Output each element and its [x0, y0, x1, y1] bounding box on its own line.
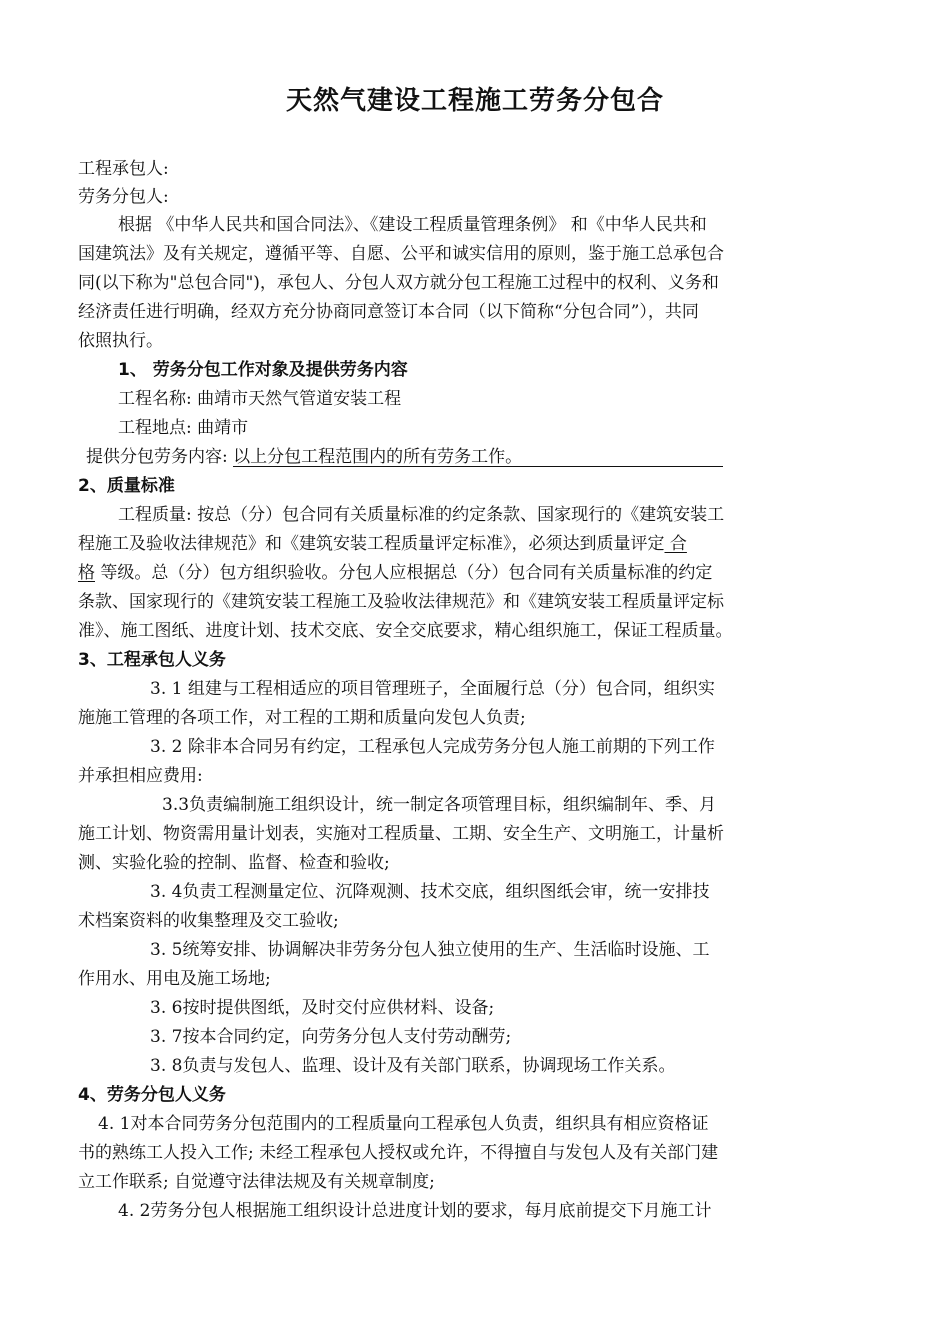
clause-3-1-line-1: 3. 1 组建与工程相适应的项目管理班子，全面履行总（分）包合同，组织实 [150, 679, 715, 699]
section-1-heading: 1、 劳务分包工作对象及提供劳务内容 [118, 360, 408, 380]
clause-3-3-line-2: 施工计划、物资需用量计划表，实施对工程质量、工期、安全生产、文明施工，计量析 [78, 824, 724, 844]
clause-3-3-line-1: 3.3负责编制施工组织设计，统一制定各项管理目标，组织编制年、季、月 [162, 795, 717, 815]
quality-line-2-text: 程施工及验收法律规范》和《建筑安装工程质量评定标准》，必须达到质量评定 [78, 534, 665, 554]
preamble-line-5: 依照执行。 [78, 331, 163, 351]
project-location: 工程地点: 曲靖市 [118, 418, 249, 438]
quality-line-1: 工程质量: 按总（分）包合同有关质量标准的约定条款、国家现行的《建筑安装工 [118, 505, 725, 525]
preamble-line-1: 根据 《中华人民共和国合同法》、《建设工程质量管理条例》 和《中华人民共和 [118, 215, 707, 235]
quality-line-2 [78, 533, 687, 555]
labor-content-value: 以上分包工程范围内的所有劳务工作。 [233, 447, 523, 467]
preamble-line-4: 经济责任进行明确，经双方充分协商同意签订本合同（以下简称“分包合同”），共同 [78, 302, 699, 322]
clause-3-2-line-2: 并承担相应费用: [78, 766, 203, 786]
clause-3-6: 3. 6按时提供图纸，及时交付应供材料、设备; [150, 998, 495, 1018]
clause-4-1-line-2: 书的熟练工人投入工作; 未经工程承包人授权或允许，不得擅自与发包人及有关部门建 [78, 1143, 719, 1163]
clause-3-5-line-1: 3. 5统筹安排、协调解决非劳务分包人独立使用的生产、生活临时设施、工 [150, 940, 710, 960]
document-title: 天然气建设工程施工劳务分包合 [285, 86, 664, 116]
clause-3-8: 3. 8负责与发包人、监理、设计及有关部门联系，协调现场工作关系。 [150, 1056, 676, 1076]
clause-4-2-line-1: 4. 2劳务分包人根据施工组织设计总进度计划的要求，每月底前提交下月施工计 [118, 1201, 712, 1221]
project-name: 工程名称: 曲靖市天然气管道安装工程 [118, 389, 402, 409]
section-4-heading: 4、劳务分包人义务 [78, 1085, 226, 1105]
quality-line-4: 条款、国家现行的《建筑安装工程施工及验收法律规范》和《建筑安装工程质量评定标 [78, 592, 724, 612]
clause-4-1-line-1: 4. 1对本合同劳务分包范围内的工程质量向工程承包人负责，组织具有相应资格证 [98, 1114, 709, 1134]
quality-grade-part-1: 合 [664, 534, 687, 554]
labor-content-label: 提供分包劳务内容: [86, 447, 234, 467]
clause-3-7: 3. 7按本合同约定，向劳务分包人支付劳动酬劳; [150, 1027, 512, 1047]
preamble-line-3: 同(以下称为"总包合同")，承包人、分包人双方就分包工程施工过程中的权利、义务和 [78, 273, 719, 293]
subcontractor-label: 劳务分包人: [78, 187, 169, 207]
quality-grade-part-2: 格 [78, 563, 95, 583]
clause-3-1-line-2: 施施工管理的各项工作，对工程的工期和质量向发包人负责; [78, 708, 526, 728]
clause-3-2-line-1: 3. 2 除非本合同另有约定，工程承包人完成劳务分包人施工前期的下列工作 [150, 737, 715, 757]
contractor-label: 工程承包人: [78, 159, 169, 179]
clause-3-4-line-1: 3. 4负责工程测量定位、沉降观测、技术交底，组织图纸会审，统一安排技 [150, 882, 710, 902]
quality-line-3 [78, 562, 712, 584]
labor-content-value-underline [233, 446, 723, 467]
quality-line-5: 准》、施工图纸、进度计划、技术交底、安全交底要求，精心组织施工，保证工程质量。 [78, 621, 733, 641]
section-2-heading: 2、质量标准 [78, 476, 175, 496]
quality-line-3-text: 等级。总（分）包方组织验收。分包人应根据总（分）包合同有关质量标准的约定 [95, 563, 713, 583]
clause-3-3-line-3: 测、实验化验的控制、监督、检查和验收; [78, 853, 390, 873]
preamble-line-2: 国建筑法》及有关规定，遵循平等、自愿、公平和诚实信用的原则，鉴于施工总承包合 [78, 244, 724, 264]
clause-3-4-line-2: 术档案资料的收集整理及交工验收; [78, 911, 339, 931]
clause-3-5-line-2: 作用水、用电及施工场地; [78, 969, 271, 989]
clause-4-1-line-3: 立工作联系; 自觉遵守法律法规及有关规章制度; [78, 1172, 435, 1192]
section-3-heading: 3、工程承包人义务 [78, 650, 226, 670]
labor-content-row [86, 446, 723, 468]
